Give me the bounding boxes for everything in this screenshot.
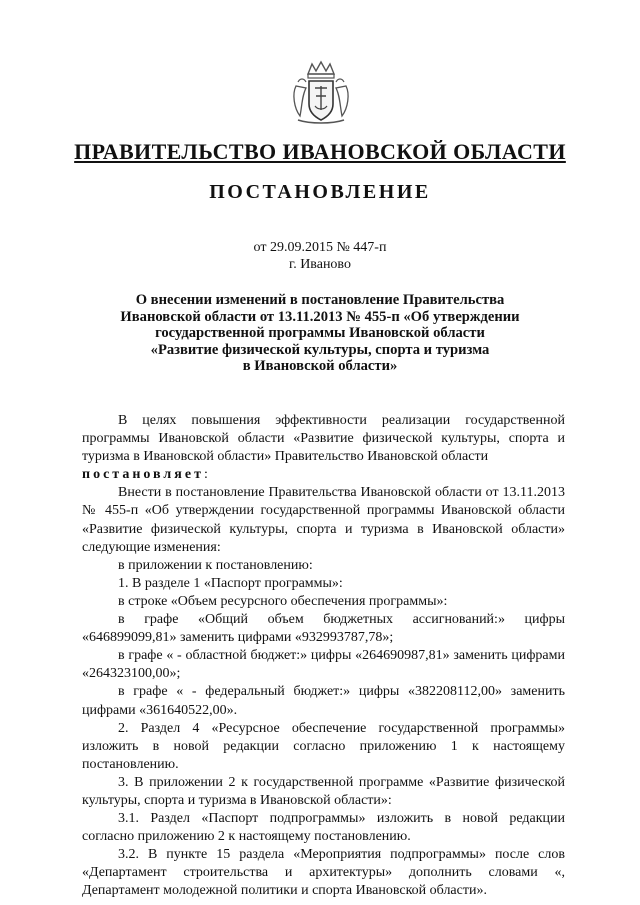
- decree-colon: :: [203, 467, 208, 483]
- preamble-paragraph: [82, 412, 565, 484]
- body-paragraph: 2. Раздел 4 «Ресурсное обеспечение государственной программы» изложить в новой редакции согласно приложению 1 к настоящему постановлению.: [82, 720, 565, 772]
- decree-word: постановляет: [82, 467, 204, 483]
- title-line: государственной программы Ивановской области: [155, 325, 485, 342]
- city: г. Иваново: [289, 257, 351, 272]
- organization-name: ПРАВИТЕЛЬСТВО ИВАНОВСКОЙ ОБЛАСТИ: [74, 139, 566, 164]
- body-paragraph: 3. В приложении 2 к государственной программе «Развитие физической культуры, спорта и туризма в Ивановской области»:: [82, 774, 565, 808]
- body-paragraph: в графе « - областной бюджет:» цифры «264690987,81» заменить цифрами «264323100,00»;: [82, 648, 565, 682]
- title-line: «Развитие физической культуры, спорта и туризма: [150, 341, 490, 358]
- document-type: ПОСТАНОВЛЕНИЕ: [209, 181, 431, 203]
- body-paragraph: 3.2. В пункте 15 раздела «Мероприятия подпрограммы» после слов «Департамент строительства и архитектуры» дополнить словами «, Департамент молодежной политики и спорта Ивановской области».: [82, 847, 565, 899]
- coat-of-arms-icon: [288, 60, 354, 126]
- body-paragraph: 3.1. Раздел «Паспорт подпрограммы» изложить в новой редакции согласно приложению 2 к настоящему постановлению.: [82, 811, 565, 845]
- title-line: в Ивановской области»: [242, 358, 398, 375]
- title-line: Ивановской области от 13.11.2013 № 455-п «Об утверждении: [120, 308, 520, 325]
- date-number: от 29.09.2015 № 447-п: [253, 240, 387, 255]
- document-meta: [0, 239, 640, 273]
- body-paragraph: Внести в постановление Правительства Ивановской области от 13.11.2013 № 455-п «Об утверждении государственной программы Ивановской области «Развитие физической культуры, спорта и туризма в Ивановской области» следующие изменения:: [82, 485, 565, 555]
- document-title: [60, 292, 580, 375]
- body-paragraph: 1. В разделе 1 «Паспорт программы»:: [118, 575, 343, 591]
- body-paragraph: в графе « - федеральный бюджет:» цифры «382208112,00» заменить цифрами «361640522,00».: [82, 684, 565, 718]
- body-paragraph: в строке «Объем ресурсного обеспечения программы»:: [118, 593, 448, 609]
- body-paragraph: в приложении к постановлению:: [118, 557, 313, 573]
- title-line: О внесении изменений в постановление Правительства: [135, 292, 505, 308]
- preamble-text: В целях повышения эффективности реализации государственной программы Ивановской области «Развитие физической культуры, спорта и туризма в Ивановской области» Правительство Ивановской области: [82, 413, 565, 465]
- body-paragraph: в графе «Общий объем бюджетных ассигнований:» цифры «646899099,81» заменить цифрами «932993787,78»;: [82, 612, 565, 646]
- document-body: [82, 412, 565, 901]
